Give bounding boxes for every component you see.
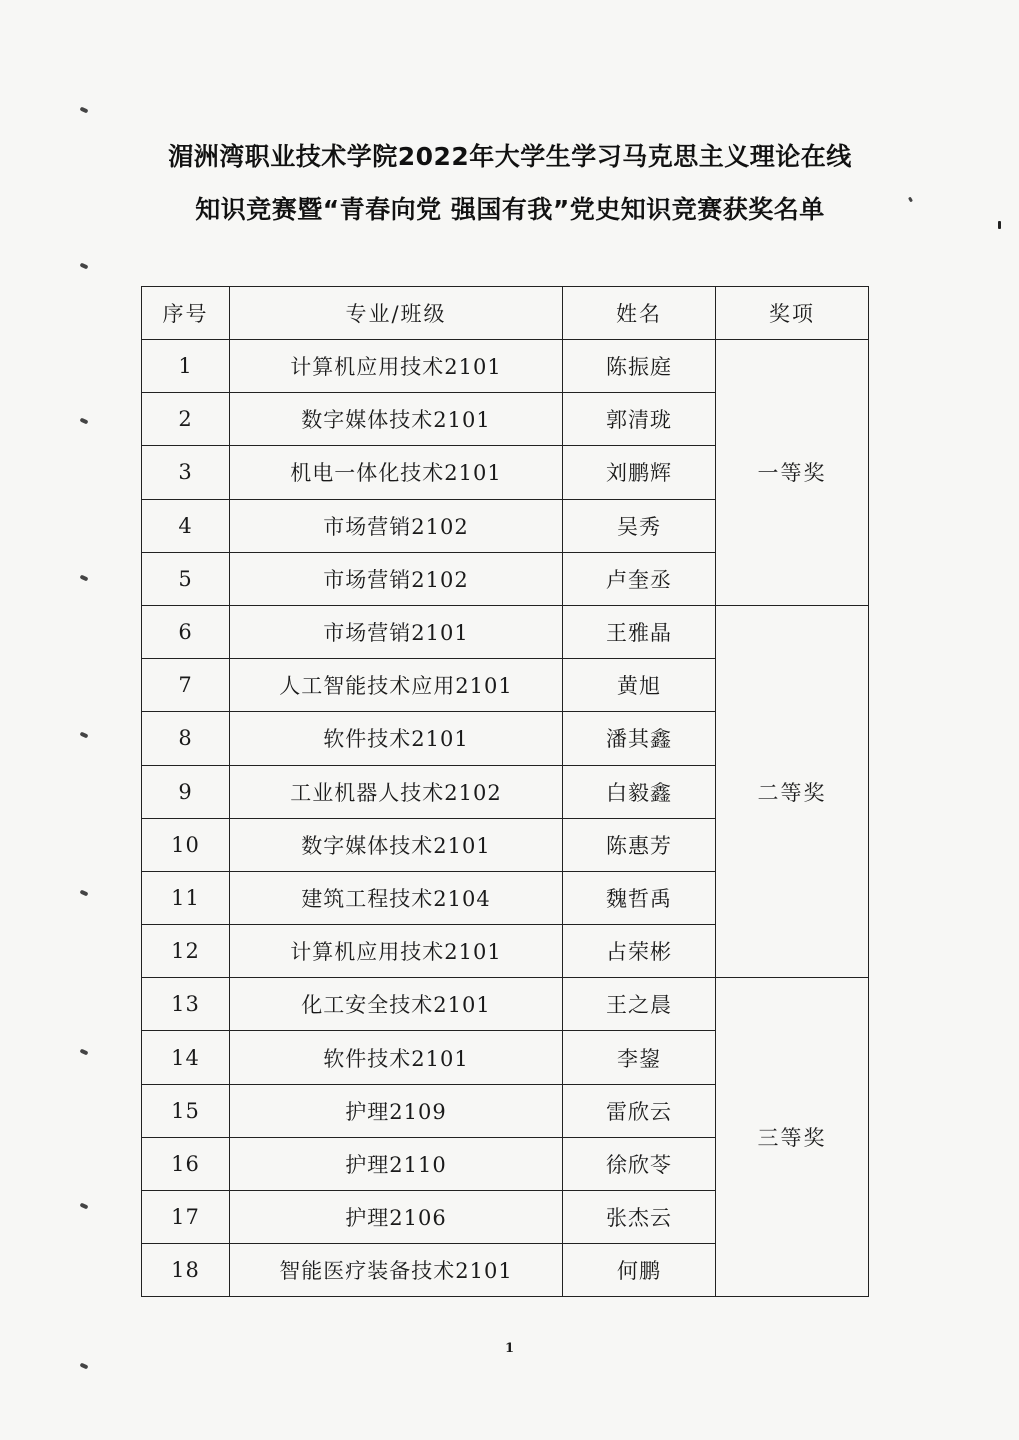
- row-class: 工业机器人技术2102: [230, 765, 563, 818]
- row-class: 数字媒体技术2101: [230, 818, 563, 871]
- row-student-name: 刘鹏辉: [563, 446, 716, 499]
- scan-speck: [80, 889, 89, 896]
- row-number: 16: [142, 1137, 230, 1190]
- header-class: 专业/班级: [230, 287, 563, 340]
- row-class: 智能医疗装备技术2101: [230, 1244, 563, 1297]
- row-class: 护理2106: [230, 1191, 563, 1244]
- row-number: 8: [142, 712, 230, 765]
- row-student-name: 卢奎丞: [563, 552, 716, 605]
- scan-speck: [80, 262, 89, 269]
- row-number: 15: [142, 1084, 230, 1137]
- row-class: 数字媒体技术2101: [230, 393, 563, 446]
- row-class: 建筑工程技术2104: [230, 871, 563, 924]
- row-student-name: 吴秀: [563, 499, 716, 552]
- row-class: 市场营销2102: [230, 499, 563, 552]
- table-row: [142, 978, 869, 1031]
- award-level: 二等奖: [716, 605, 869, 977]
- row-number: 6: [142, 605, 230, 658]
- award-level: 一等奖: [716, 340, 869, 606]
- row-number: 7: [142, 659, 230, 712]
- row-student-name: 郭清珑: [563, 393, 716, 446]
- row-class: 护理2110: [230, 1137, 563, 1190]
- row-number: 10: [142, 818, 230, 871]
- row-student-name: 何鹏: [563, 1244, 716, 1297]
- row-class: 人工智能技术应用2101: [230, 659, 563, 712]
- row-class: 软件技术2101: [230, 1031, 563, 1084]
- award-table: [141, 286, 869, 1297]
- row-class: 市场营销2102: [230, 552, 563, 605]
- row-student-name: 徐欣苓: [563, 1137, 716, 1190]
- row-class: 计算机应用技术2101: [230, 925, 563, 978]
- row-number: 2: [142, 393, 230, 446]
- row-number: 3: [142, 446, 230, 499]
- row-class: 软件技术2101: [230, 712, 563, 765]
- header-name: 姓名: [563, 287, 716, 340]
- row-student-name: 潘其鑫: [563, 712, 716, 765]
- row-class: 化工安全技术2101: [230, 978, 563, 1031]
- row-student-name: 陈惠芳: [563, 818, 716, 871]
- award-level: 三等奖: [716, 978, 869, 1297]
- row-student-name: 白毅鑫: [563, 765, 716, 818]
- scan-speck: [998, 221, 1001, 229]
- row-number: 18: [142, 1244, 230, 1297]
- scan-speck: [80, 1202, 89, 1209]
- row-student-name: 王之晨: [563, 978, 716, 1031]
- row-student-name: 雷欣云: [563, 1084, 716, 1137]
- row-number: 12: [142, 925, 230, 978]
- scan-speck: [80, 417, 89, 424]
- row-student-name: 占荣彬: [563, 925, 716, 978]
- row-number: 5: [142, 552, 230, 605]
- row-number: 14: [142, 1031, 230, 1084]
- scan-speck: [80, 106, 89, 113]
- row-student-name: 张杰云: [563, 1191, 716, 1244]
- page-number: 1: [504, 1341, 515, 1356]
- table-body: [142, 340, 869, 1297]
- scan-speck: [80, 1362, 89, 1369]
- row-number: 9: [142, 765, 230, 818]
- header-number: 序号: [142, 287, 230, 340]
- row-class: 机电一体化技术2101: [230, 446, 563, 499]
- row-number: 4: [142, 499, 230, 552]
- header-award: 奖项: [716, 287, 869, 340]
- row-number: 13: [142, 978, 230, 1031]
- scan-speck: [80, 1048, 89, 1055]
- title-line-1: 湄洲湾职业技术学院2022年大学生学习马克思主义理论在线: [168, 142, 852, 171]
- row-class: 市场营销2101: [230, 605, 563, 658]
- table-row: [142, 605, 869, 658]
- scan-speck: [80, 574, 89, 581]
- row-student-name: 魏哲禹: [563, 871, 716, 924]
- row-number: 1: [142, 340, 230, 393]
- row-student-name: 黄旭: [563, 659, 716, 712]
- row-class: 护理2109: [230, 1084, 563, 1137]
- row-number: 11: [142, 871, 230, 924]
- scan-speck: [80, 731, 89, 738]
- table-row: [142, 340, 869, 393]
- row-student-name: 王雅晶: [563, 605, 716, 658]
- row-number: 17: [142, 1191, 230, 1244]
- title-line-2: 知识竞赛暨“青春向党 强国有我”党史知识竞赛获奖名单: [195, 195, 825, 224]
- row-student-name: 李鋆: [563, 1031, 716, 1084]
- table-header-row: [142, 287, 869, 340]
- row-class: 计算机应用技术2101: [230, 340, 563, 393]
- row-student-name: 陈振庭: [563, 340, 716, 393]
